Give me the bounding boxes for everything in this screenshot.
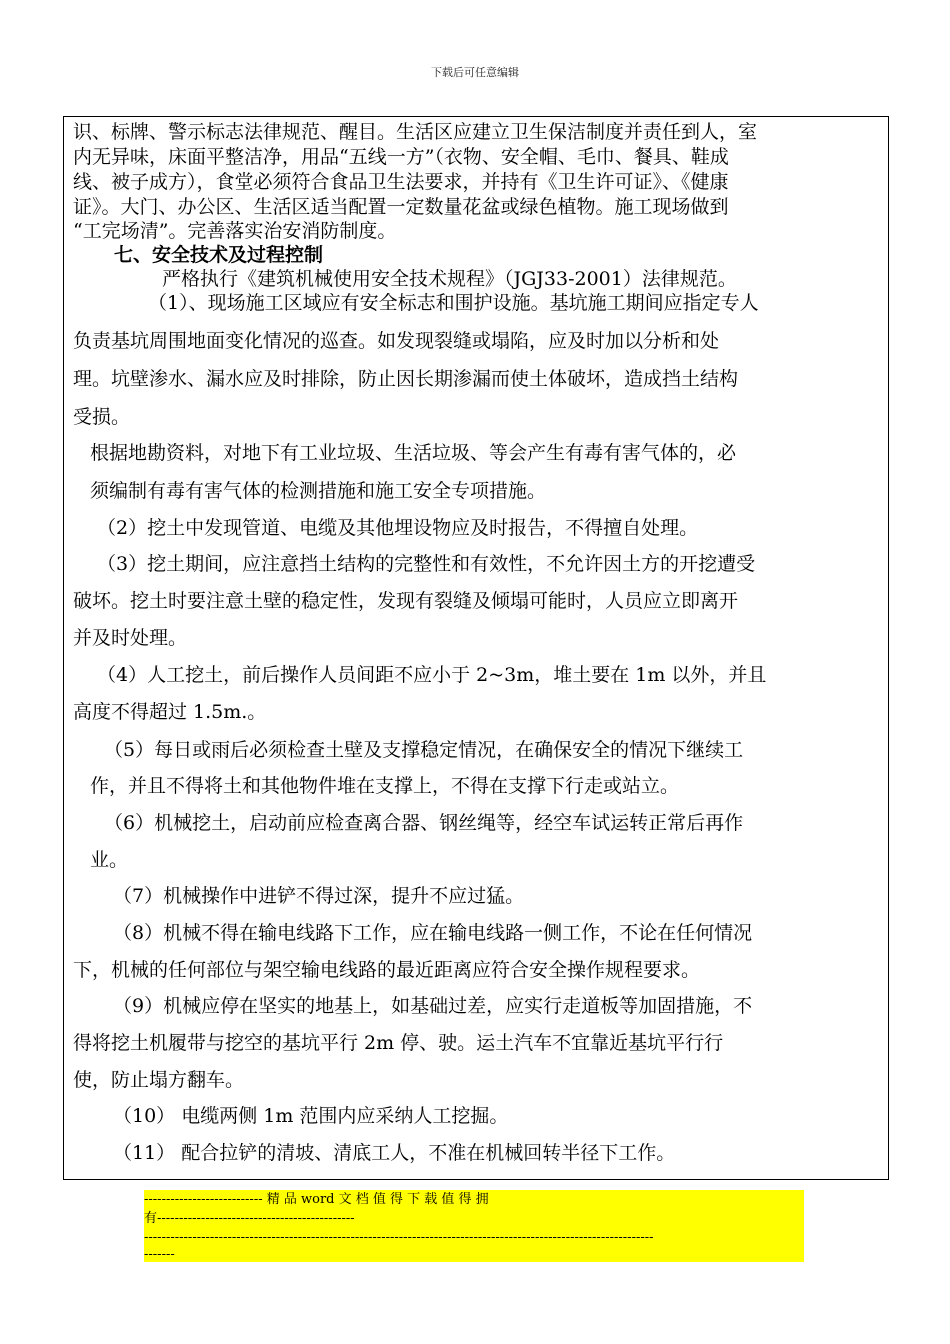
footer-line: 有--------------------------------------------- [144,1211,355,1226]
regulation-line: 严格执行《建筑机械使用安全技术规程》（JGJ33-2001）法律规范。 [162,268,737,290]
footer-line: ------- [144,1247,175,1262]
item-9-line: 使，防止塌方翻车。 [73,1069,245,1091]
intro-line: “工完场清”。完善落实治安消防制度。 [73,220,397,242]
item-8-line: （8）机械不得在输电线路下工作，应在输电线路一侧工作，不论在任何情况 [113,922,753,944]
item-1-line: 负责基坑周围地面变化情况的巡查。如发现裂缝或塌陷，应及时加以分析和处 [73,330,720,352]
item-1-line: 受损。 [73,406,131,428]
item-6-line: 业。 [90,849,129,871]
footer-line: --------------------------- 精 品 word 文 档 值 得 下 载 值 得 拥 [144,1192,489,1207]
item-2-line: （2）挖土中发现管道、电缆及其他埋设物应及时报告，不得擅自处理。 [97,517,699,539]
item-3-line: 并及时处理。 [73,627,188,649]
item-3-line: 破坏。挖土时要注意土壁的稳定性，发现有裂缝及倾塌可能时，人员应立即离开 [73,590,739,612]
item-5-line: 作，并且不得将土和其他物件堆在支撑上，不得在支撑下行走或站立。 [90,775,680,797]
item-1-line: 理。坑壁渗水、漏水应及时排除，防止因长期渗漏而使土体破坏，造成挡土结构 [73,368,739,390]
section-heading: 七、安全技术及过程控制 [114,244,324,266]
item-10-line: （10） 电缆两侧 1m 范围内应采纳人工挖掘。 [113,1105,509,1127]
item-7-line: （7）机械操作中进铲不得过深，提升不应过猛。 [113,885,525,907]
intro-line: 识、标牌、警示标志法律规范、醒目。生活区应建立卫生保洁制度并责任到人，室 [73,121,758,143]
item-4-line: 高度不得超过 1.5m.。 [73,701,267,723]
item-11-line: （11） 配合拉铲的清坡、清底工人，不准在机械回转半径下工作。 [113,1142,676,1164]
item-3-line: （3）挖土期间，应注意挡土结构的完整性和有效性，不允许因土方的开挖遭受 [97,553,756,575]
item-1-line: （1）、现场施工区域应有安全标志和围护设施。基坑施工期间应指定专人 [148,292,759,314]
item-8-line: 下，机械的任何部位与架空输电线路的最近距离应符合安全操作规程要求。 [73,959,701,981]
intro-line: 线、被子成方），食堂必须符合食品卫生法要求，并持有《卫生许可证》、《健康 [73,171,729,193]
intro-line: 证》。大门、办公区、生活区适当配置一定数量花盆或绿色植物。施工现场做到 [73,196,729,218]
intro-line: 内无异味，床面平整洁净，用品“五线一方”（衣物、安全帽、毛巾、餐具、鞋成 [73,146,729,168]
item-9-line: 得将挖土机履带与挖空的基坑平行 2m 停、驶。运土汽车不宜靠近基坑平行行 [73,1032,724,1054]
footer-line: -------------------------------------------------------------------------------------------------------------------- [144,1230,654,1245]
page-header-note: 下载后可任意编辑 [431,66,519,79]
item-9-line: （9）机械应停在坚实的地基上，如基础过差，应实行走道板等加固措施，不 [113,995,753,1017]
item-6-line: （6）机械挖土，启动前应检查离合器、钢丝绳等，经空车试运转正常后再作 [104,812,744,834]
gas-line: 根据地勘资料，对地下有工业垃圾、生活垃圾、等会产生有毒有害气体的，必 [90,442,737,464]
item-5-line: （5）每日或雨后必须检查土壁及支撑稳定情况，在确保安全的情况下继续工 [104,739,744,761]
item-4-line: （4）人工挖土，前后操作人员间距不应小于 2~3m，堆土要在 1m 以外，并且 [97,664,767,686]
gas-line: 须编制有毒有害气体的检测措施和施工安全专项措施。 [90,480,547,502]
